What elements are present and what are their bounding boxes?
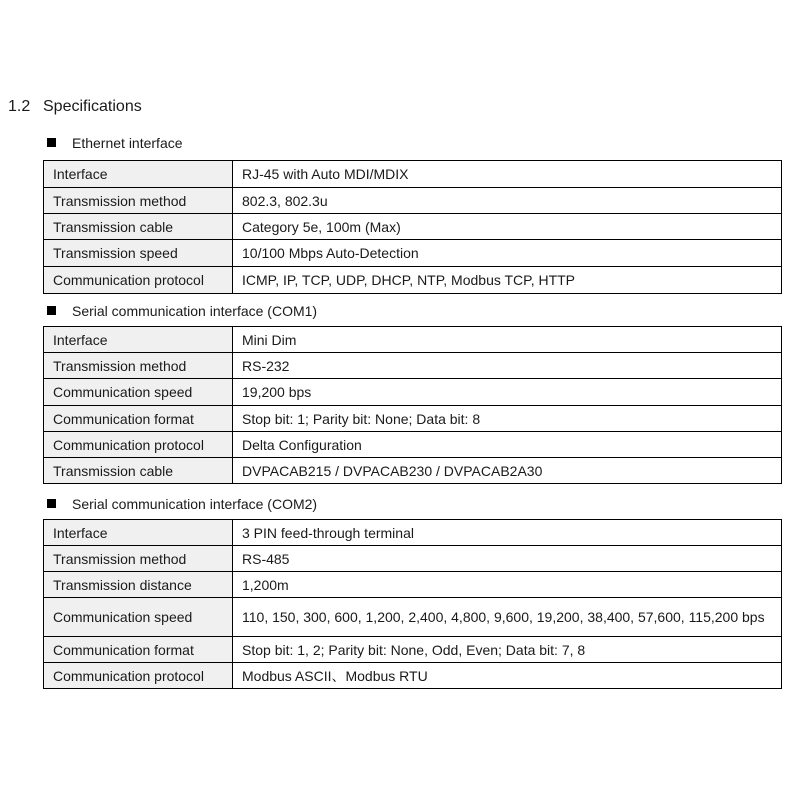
table-row: [44, 598, 782, 637]
spec-key: Transmission method: [44, 188, 233, 214]
spec-key: Transmission method: [44, 546, 233, 572]
table-row: [44, 353, 782, 379]
ethernet-spec-table: [43, 160, 782, 294]
section-title: Specifications: [43, 98, 142, 115]
table-row: [44, 379, 782, 406]
com1-heading: [47, 302, 317, 320]
spec-value: RS-232: [233, 353, 782, 379]
spec-key: Communication protocol: [44, 267, 233, 294]
spec-value: 10/100 Mbps Auto-Detection: [233, 240, 782, 267]
table-row: [44, 406, 782, 432]
spec-value: RJ-45 with Auto MDI/MDIX: [233, 161, 782, 188]
com2-spec-table: [43, 519, 782, 689]
spec-key: Interface: [44, 161, 233, 188]
table-row: [44, 432, 782, 458]
spec-value: 110, 150, 300, 600, 1,200, 2,400, 4,800, 9,600, 19,200, 38,400, 57,600, 115,200 bps: [233, 598, 782, 637]
com1-heading-text: Serial communication interface (COM1): [72, 303, 318, 319]
table-row: [44, 637, 782, 663]
spec-value: Mini Dim: [233, 327, 782, 353]
table-row: [44, 214, 782, 240]
spec-key: Interface: [44, 327, 233, 353]
spec-key: Transmission distance: [44, 572, 233, 598]
spec-key: Transmission speed: [44, 240, 233, 267]
table-row: [44, 267, 782, 294]
com2-heading: [47, 495, 317, 513]
spec-value: Modbus ASCII、Modbus RTU: [233, 663, 782, 689]
spec-key: Communication speed: [44, 598, 233, 637]
spec-key: Transmission cable: [44, 458, 233, 484]
square-bullet-icon: [47, 499, 56, 508]
spec-value: ICMP, IP, TCP, UDP, DHCP, NTP, Modbus TCP, HTTP: [233, 267, 782, 294]
section-heading: [8, 97, 142, 117]
ethernet-heading: [47, 134, 183, 152]
spec-value: Stop bit: 1; Parity bit: None; Data bit: 8: [233, 406, 782, 432]
spec-value: DVPACAB215 / DVPACAB230 / DVPACAB2A30: [233, 458, 782, 484]
spec-value: 1,200m: [233, 572, 782, 598]
spec-value: Delta Configuration: [233, 432, 782, 458]
table-row: [44, 188, 782, 214]
spec-value: Category 5e, 100m (Max): [233, 214, 782, 240]
table-row: [44, 458, 782, 484]
table-row: [44, 327, 782, 353]
spec-key: Interface: [44, 520, 233, 546]
table-row: [44, 572, 782, 598]
table-row: [44, 520, 782, 546]
table-row: [44, 161, 782, 188]
spec-key: Transmission cable: [44, 214, 233, 240]
spec-key: Communication protocol: [44, 432, 233, 458]
spec-value: 802.3, 802.3u: [233, 188, 782, 214]
spec-key: Communication protocol: [44, 663, 233, 689]
table-row: [44, 663, 782, 689]
square-bullet-icon: [47, 306, 56, 315]
table-row: [44, 546, 782, 572]
square-bullet-icon: [47, 138, 56, 147]
table-row: [44, 240, 782, 267]
spec-value: 19,200 bps: [233, 379, 782, 406]
section-number: 1.2: [8, 98, 31, 115]
spec-key: Transmission method: [44, 353, 233, 379]
spec-key: Communication format: [44, 406, 233, 432]
ethernet-heading-text: Ethernet interface: [72, 135, 183, 151]
spec-value: Stop bit: 1, 2; Parity bit: None, Odd, Even; Data bit: 7, 8: [233, 637, 782, 663]
com1-spec-table: [43, 326, 782, 484]
spec-key: Communication format: [44, 637, 233, 663]
com2-heading-text: Serial communication interface (COM2): [72, 496, 318, 512]
spec-value: RS-485: [233, 546, 782, 572]
spec-value: 3 PIN feed-through terminal: [233, 520, 782, 546]
spec-key: Communication speed: [44, 379, 233, 406]
